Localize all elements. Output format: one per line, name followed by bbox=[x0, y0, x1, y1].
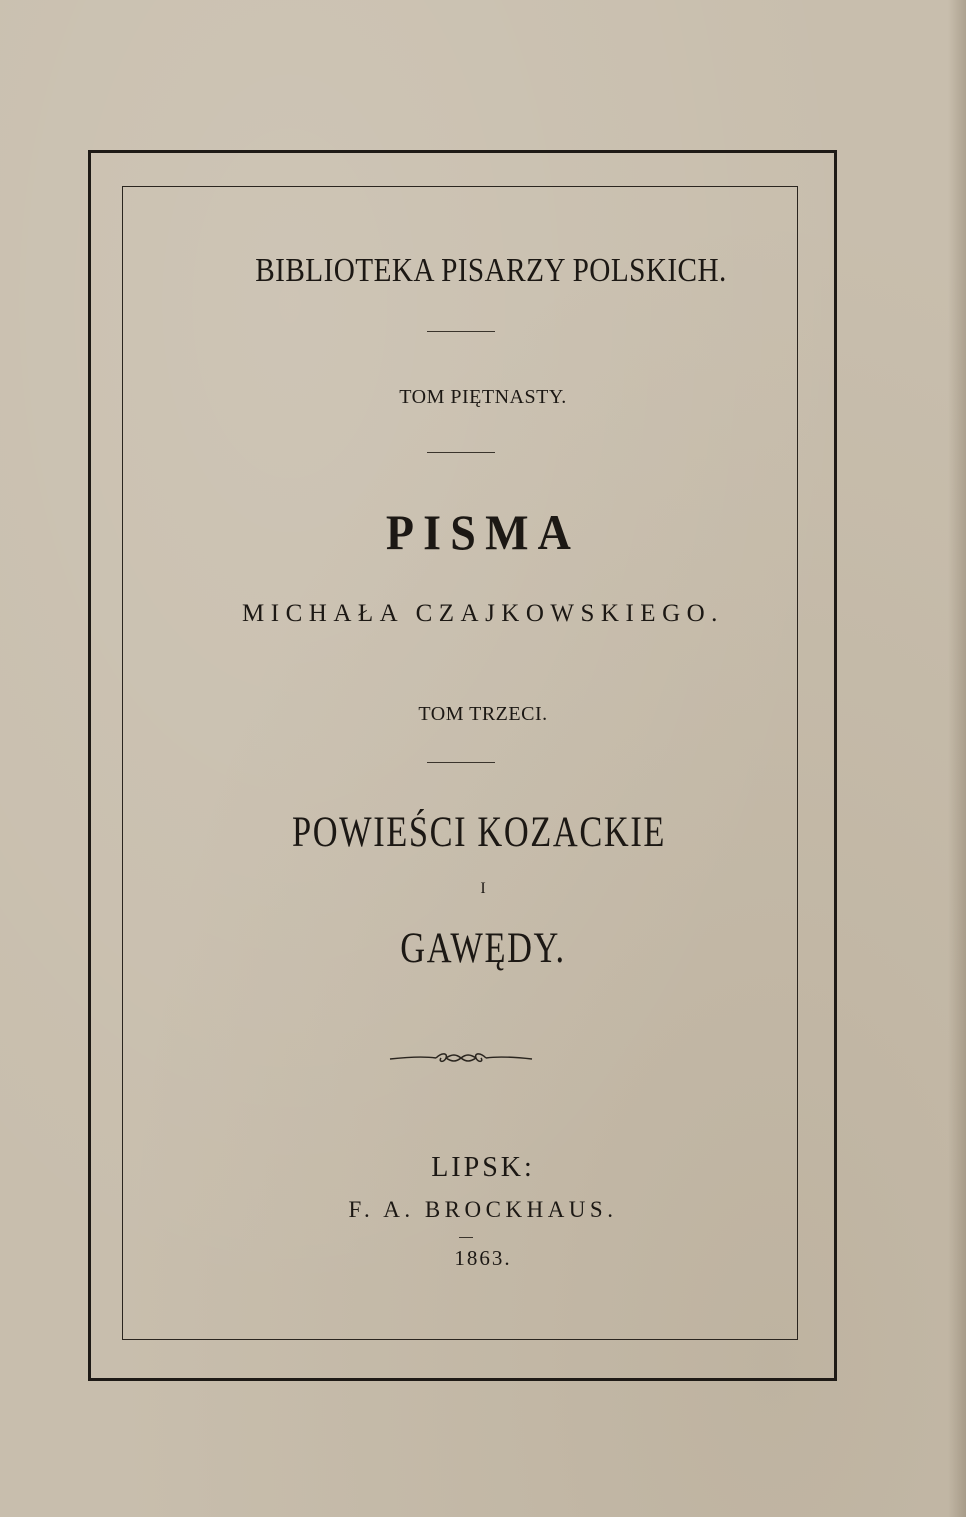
subtitle-conjunction: I bbox=[480, 880, 486, 897]
author-name: MICHAŁA CZAJKOWSKIEGO. bbox=[242, 600, 724, 627]
series-volume: TOM PIĘTNASTY. bbox=[399, 386, 567, 408]
main-title: PISMA bbox=[385, 504, 581, 560]
imprint-publisher: F. A. BROCKHAUS. bbox=[348, 1197, 618, 1222]
divider-rule bbox=[427, 331, 495, 332]
subtitle-line-1: POWIEŚCI KOZACKIE bbox=[291, 809, 667, 856]
subtitle-line-2: GAWĘDY. bbox=[400, 925, 566, 972]
series-title: BIBLIOTEKA PISARZY POLSKICH. bbox=[255, 252, 727, 289]
volume-number: TOM TRZECI. bbox=[418, 703, 548, 725]
imprint-year: 1863. bbox=[454, 1246, 512, 1270]
page-edge-shadow bbox=[948, 0, 966, 1517]
divider-rule bbox=[427, 762, 495, 763]
year-divider-rule bbox=[459, 1237, 473, 1238]
divider-rule bbox=[427, 452, 495, 453]
imprint-place: LIPSK: bbox=[431, 1152, 535, 1183]
ornament-flourish-icon bbox=[388, 1048, 534, 1068]
